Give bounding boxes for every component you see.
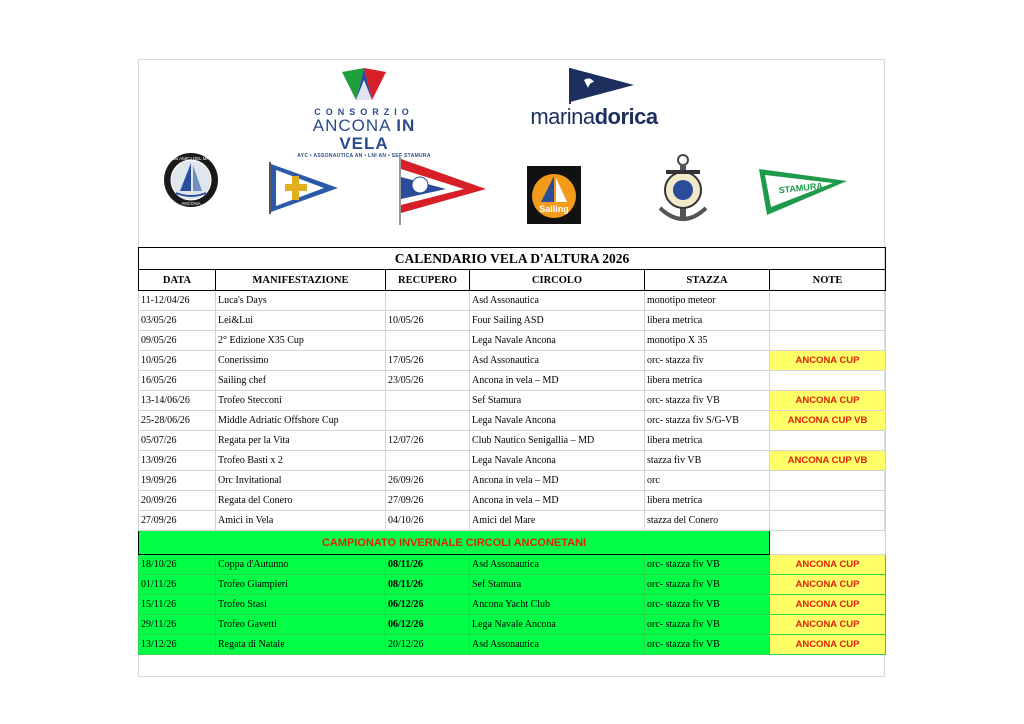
column-header-manifestazione: MANIFESTAZIONE (216, 270, 386, 291)
cell-circolo: Sef Stamura (470, 575, 645, 595)
cell-data: 16/05/26 (139, 371, 216, 391)
cell-stazza: orc- stazza fiv (645, 351, 770, 371)
cell-manifestazione: Regata del Conero (216, 491, 386, 511)
column-header-stazza: STAZZA (645, 270, 770, 291)
calendar-title: CALENDARIO VELA D'ALTURA 2026 (139, 248, 886, 270)
cell-circolo: Club Nautico Senigallia – MD (470, 431, 645, 451)
consorzio-line2b: IN VELA (339, 116, 416, 153)
table-row (139, 411, 886, 431)
cell-circolo: Asd Assonautica (470, 291, 645, 311)
cell-recupero (386, 331, 470, 351)
cell-stazza: orc- stazza fiv VB (645, 615, 770, 635)
cell-circolo: Amici del Mare (470, 511, 645, 531)
table-row (139, 371, 886, 391)
cell-circolo: Sef Stamura (470, 391, 645, 411)
cell-circolo: Lega Navale Ancona (470, 331, 645, 351)
stamura-flag-icon (757, 165, 849, 217)
cell-note: ANCONA CUP (770, 391, 886, 411)
cell-circolo: Lega Navale Ancona (470, 411, 645, 431)
cell-data: 13/12/26 (139, 635, 216, 655)
cell-recupero: 08/11/26 (386, 555, 470, 575)
cell-recupero: 23/05/26 (386, 371, 470, 391)
cell-manifestazione: Amici in Vela (216, 511, 386, 531)
cell-manifestazione: Trofeo Stasi (216, 595, 386, 615)
cell-recupero: 26/09/26 (386, 471, 470, 491)
cell-circolo: Ancona in vela – MD (470, 491, 645, 511)
cell-note (770, 291, 886, 311)
cell-stazza: monotipo X 35 (645, 331, 770, 351)
marina-dorica-logo-text (526, 104, 662, 130)
cell-note: ANCONA CUP VB (770, 451, 886, 471)
table-row (139, 511, 886, 531)
cell-manifestazione: Trofeo Giampieri (216, 575, 386, 595)
table-row (139, 575, 886, 595)
column-header-note: NOTE (770, 270, 886, 291)
cell-recupero: 10/05/26 (386, 311, 470, 331)
stamura-badge-text: STAMURA (778, 180, 824, 196)
cell-stazza: libera metrica (645, 431, 770, 451)
cell-manifestazione: Regata per la Vita (216, 431, 386, 451)
cell-circolo: Ancona in vela – MD (470, 371, 645, 391)
cell-data: 11-12/04/26 (139, 291, 216, 311)
cell-stazza: orc- stazza fiv VB (645, 391, 770, 411)
cell-data: 09/05/26 (139, 331, 216, 351)
cell-data: 10/05/26 (139, 351, 216, 371)
cell-recupero: 04/10/26 (386, 511, 470, 531)
cell-stazza: orc (645, 471, 770, 491)
cell-recupero: 06/12/26 (386, 595, 470, 615)
cell-data: 19/09/26 (139, 471, 216, 491)
cell-recupero: 12/07/26 (386, 431, 470, 451)
cell-stazza: libera metrica (645, 371, 770, 391)
section-title: CAMPIONATO INVERNALE CIRCOLI ANCONETANI (139, 531, 770, 555)
cell-stazza: libera metrica (645, 311, 770, 331)
column-header-circolo: CIRCOLO (470, 270, 645, 291)
cell-manifestazione: Trofeo Basti x 2 (216, 451, 386, 471)
consorzio-triangle-logo (338, 66, 390, 106)
marina-dorica-flag-icon (566, 66, 636, 106)
cell-note (770, 371, 886, 391)
cell-circolo: Four Sailing ASD (470, 311, 645, 331)
table-row (139, 595, 886, 615)
table-row (139, 311, 886, 331)
calendar-table (138, 247, 886, 655)
cell-data: 20/09/26 (139, 491, 216, 511)
cell-data: 15/11/26 (139, 595, 216, 615)
cell-data: 13-14/06/26 (139, 391, 216, 411)
cell-data: 18/10/26 (139, 555, 216, 575)
cell-manifestazione: Trofeo Stecconi (216, 391, 386, 411)
cell-circolo: Ancona in vela – MD (470, 471, 645, 491)
cell-data: 05/07/26 (139, 431, 216, 451)
table-row (139, 331, 886, 351)
cell-data: 01/11/26 (139, 575, 216, 595)
cell-stazza: orc- stazza fiv VB (645, 595, 770, 615)
cell-manifestazione: Sailing chef (216, 371, 386, 391)
cell-note (770, 471, 886, 491)
burgee-cross-flag-icon (266, 160, 340, 216)
cell-note (770, 491, 886, 511)
sailing-club-logo-icon (527, 166, 581, 224)
table-row (139, 555, 886, 575)
cell-recupero: 27/09/26 (386, 491, 470, 511)
cell-manifestazione: Lei&Lui (216, 311, 386, 331)
cell-recupero: 08/11/26 (386, 575, 470, 595)
cell-note: ANCONA CUP VB (770, 411, 886, 431)
cell-recupero: 06/12/26 (386, 615, 470, 635)
cell-data: 29/11/26 (139, 615, 216, 635)
table-row (139, 451, 886, 471)
cell-recupero: 17/05/26 (386, 351, 470, 371)
cell-manifestazione: 2° Edizione X35 Cup (216, 331, 386, 351)
cell-circolo: Asd Assonautica (470, 635, 645, 655)
club-amici-del-mare-badge-icon (162, 151, 220, 209)
column-header-data: DATA (139, 270, 216, 291)
cell-stazza: monotipo meteor (645, 291, 770, 311)
cell-data: 25-28/06/26 (139, 411, 216, 431)
calendar-title-row (139, 248, 886, 270)
cell-note: ANCONA CUP (770, 595, 886, 615)
cell-note (770, 431, 886, 451)
cell-data: 27/09/26 (139, 511, 216, 531)
column-header-recupero: RECUPERO (386, 270, 470, 291)
cell-circolo: Asd Assonautica (470, 351, 645, 371)
cell-manifestazione: Luca's Days (216, 291, 386, 311)
consorzio-line1: CONSORZIO (314, 107, 414, 117)
section-header-row (139, 531, 886, 555)
cell-stazza: orc- stazza fiv VB (645, 575, 770, 595)
consorzio-line2a: ANCONA (312, 116, 391, 135)
amici-badge-text: CLUB AMICI DEL MARE (166, 156, 216, 161)
cell-circolo: Lega Navale Ancona (470, 615, 645, 635)
consorzio-line3: AYC • ASSONAUTICA AN • LNI AN • SEF STAMURA (297, 153, 431, 159)
burgee-red-blue-flag-icon (392, 155, 488, 227)
lega-navale-anchor-badge-icon (654, 152, 712, 228)
cell-note (770, 331, 886, 351)
cell-note: ANCONA CUP (770, 635, 886, 655)
cell-manifestazione: Coppa d'Autunno (216, 555, 386, 575)
cell-data: 03/05/26 (139, 311, 216, 331)
marina-text-part1: marina (530, 104, 595, 129)
cell-manifestazione: Conerissimo (216, 351, 386, 371)
cell-stazza: stazza fiv VB (645, 451, 770, 471)
cell-recupero (386, 291, 470, 311)
cell-note (770, 511, 886, 531)
cell-circolo: Lega Navale Ancona (470, 451, 645, 471)
cell-data: 13/09/26 (139, 451, 216, 471)
cell-manifestazione: Middle Adriatic Offshore Cup (216, 411, 386, 431)
table-row (139, 635, 886, 655)
cell-stazza: orc- stazza fiv VB (645, 635, 770, 655)
table-row (139, 391, 886, 411)
amici-badge-city: ANCONA (181, 201, 201, 206)
cell-stazza: orc- stazza fiv VB (645, 555, 770, 575)
table-row (139, 471, 886, 491)
consorzio-logo-text (286, 107, 442, 159)
cell-note: ANCONA CUP (770, 575, 886, 595)
cell-recupero (386, 391, 470, 411)
cell-manifestazione: Regata di Natale (216, 635, 386, 655)
table-row (139, 431, 886, 451)
cell-stazza: orc- stazza fiv S/G-VB (645, 411, 770, 431)
cell-recupero (386, 451, 470, 471)
cell-note: ANCONA CUP (770, 351, 886, 371)
cell-recupero: 20/12/26 (386, 635, 470, 655)
cell-circolo: Asd Assonautica (470, 555, 645, 575)
cell-manifestazione: Trofeo Gavetti (216, 615, 386, 635)
cell-stazza: libera metrica (645, 491, 770, 511)
sailing-badge-text: Sailing (539, 204, 569, 214)
table-row (139, 491, 886, 511)
table-row (139, 291, 886, 311)
cell-stazza: stazza del Conero (645, 511, 770, 531)
cell-circolo: Ancona Yacht Club (470, 595, 645, 615)
cell-note: ANCONA CUP (770, 615, 886, 635)
section-blank-cell (770, 531, 886, 555)
cell-note: ANCONA CUP (770, 555, 886, 575)
cell-manifestazione: Orc Invitational (216, 471, 386, 491)
cell-recupero (386, 411, 470, 431)
table-row (139, 351, 886, 371)
marina-text-part2: dorica (594, 104, 658, 129)
column-header-row (139, 270, 886, 291)
table-row (139, 615, 886, 635)
cell-note (770, 311, 886, 331)
